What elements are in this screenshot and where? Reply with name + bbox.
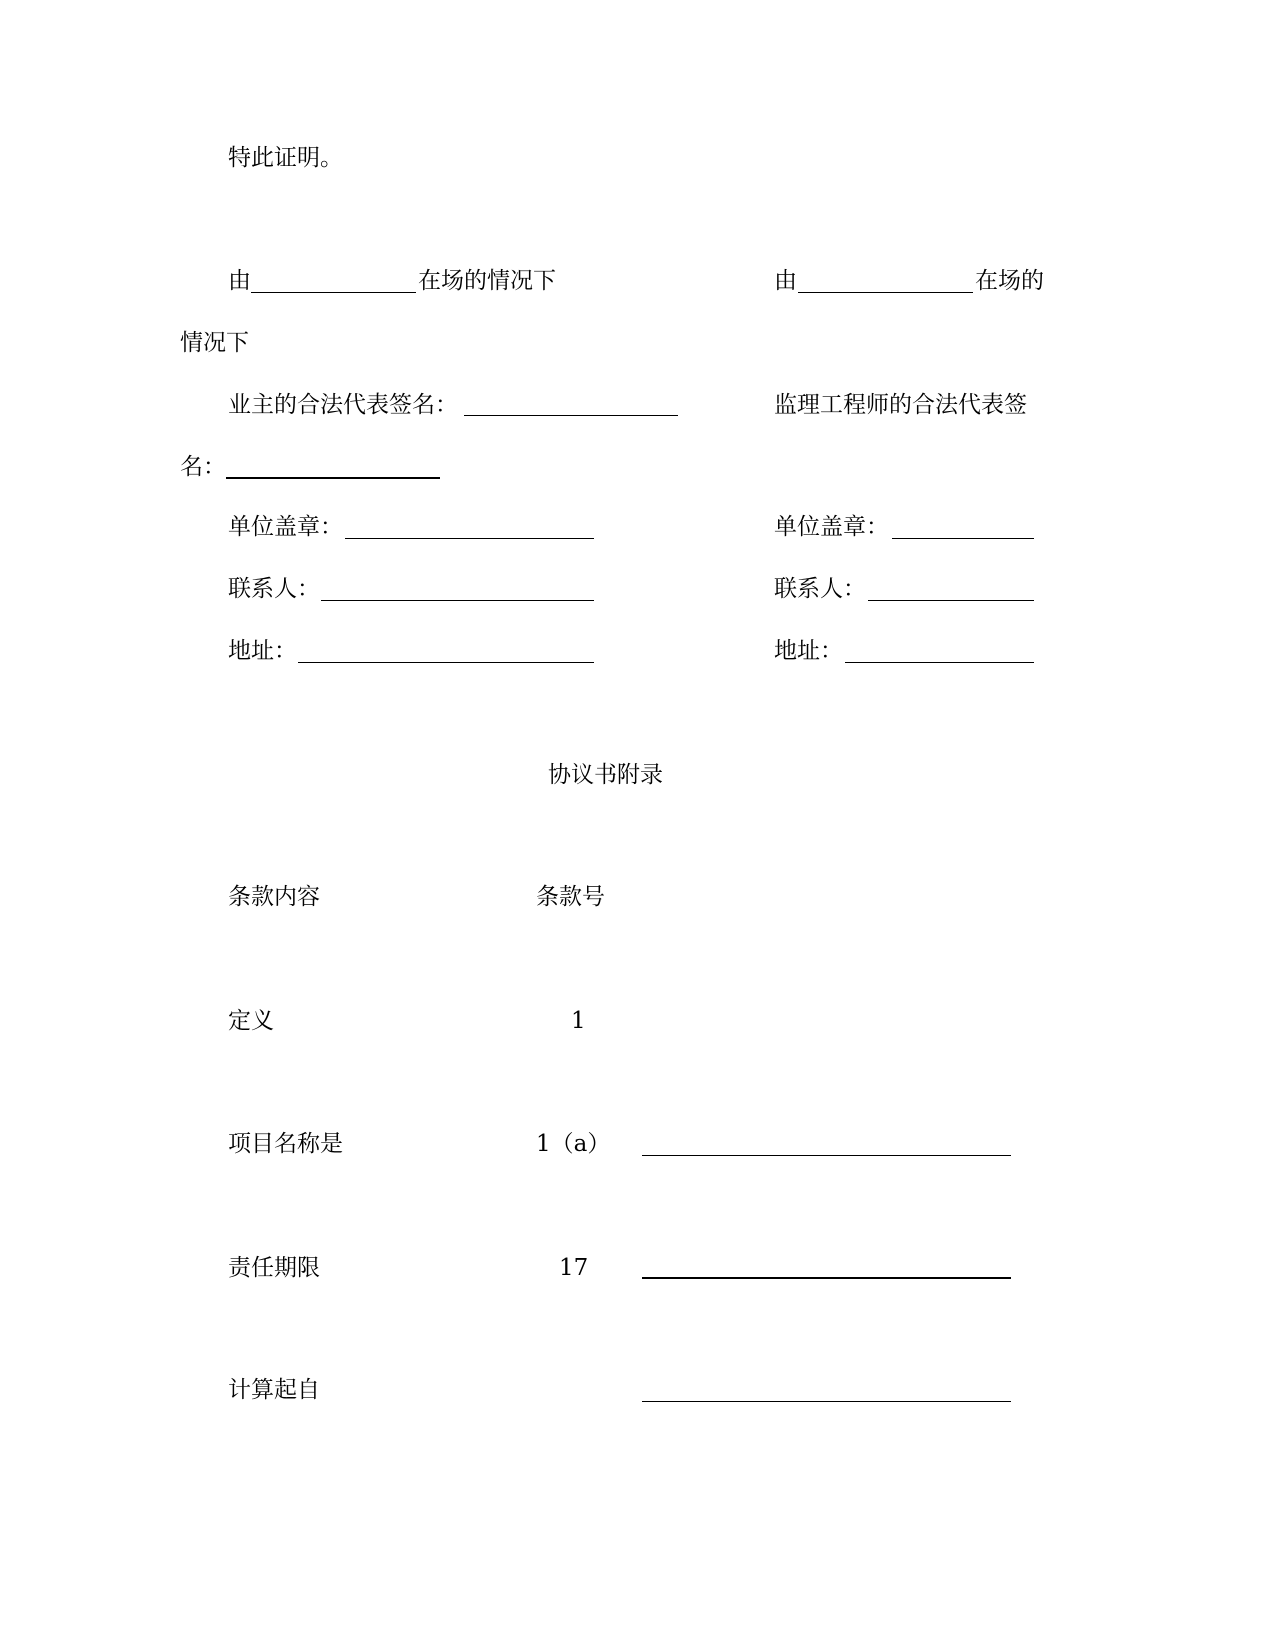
right-contact-label: 联系人： <box>774 576 866 602</box>
left-witness-blank[interactable] <box>251 292 416 293</box>
left-witness-prefix: 由 <box>228 268 251 294</box>
appendix-header-content: 条款内容 <box>228 884 320 910</box>
appendix-row-blank[interactable] <box>642 1401 1011 1402</box>
appendix-header-clause-no: 条款号 <box>536 884 605 910</box>
right-signature-blank[interactable] <box>226 477 440 479</box>
right-contact-blank[interactable] <box>868 600 1034 601</box>
appendix-row-clause-no: 17 <box>559 1255 589 1281</box>
appendix-row-clause-no: 1 <box>571 1008 586 1034</box>
left-signature-blank[interactable] <box>464 415 678 416</box>
left-seal-label: 单位盖章： <box>228 514 343 540</box>
left-address-label: 地址： <box>228 638 297 664</box>
right-signature-label-cont: 名： <box>180 454 226 480</box>
appendix-row-content: 计算起自 <box>228 1377 320 1403</box>
right-address-label: 地址： <box>774 638 843 664</box>
left-seal-blank[interactable] <box>345 538 594 539</box>
right-witness-prefix: 由 <box>774 268 797 294</box>
appendix-row-content: 定义 <box>228 1008 274 1034</box>
right-witness-suffix: 在场的 <box>975 268 1044 294</box>
right-address-blank[interactable] <box>845 662 1034 663</box>
left-address-blank[interactable] <box>298 662 594 663</box>
right-seal-blank[interactable] <box>892 538 1034 539</box>
left-contact-label: 联系人： <box>228 576 320 602</box>
right-seal-label: 单位盖章： <box>774 514 889 540</box>
appendix-row-clause-no: 1（a） <box>536 1131 611 1157</box>
appendix-row-blank[interactable] <box>642 1277 1011 1279</box>
right-witness-blank[interactable] <box>798 292 973 293</box>
appendix-row-content: 项目名称是 <box>228 1131 343 1157</box>
intro-text: 特此证明。 <box>228 145 343 171</box>
right-signature-label: 监理工程师的合法代表签 <box>774 392 1027 418</box>
appendix-row-blank[interactable] <box>642 1155 1011 1156</box>
appendix-row-content: 责任期限 <box>228 1255 320 1281</box>
left-signature-label: 业主的合法代表签名： <box>228 392 458 418</box>
left-witness-suffix: 在场的情况下 <box>418 268 556 294</box>
right-witness-suffix-cont: 情况下 <box>180 330 249 356</box>
left-contact-blank[interactable] <box>321 600 594 601</box>
appendix-title: 协议书附录 <box>548 762 663 788</box>
